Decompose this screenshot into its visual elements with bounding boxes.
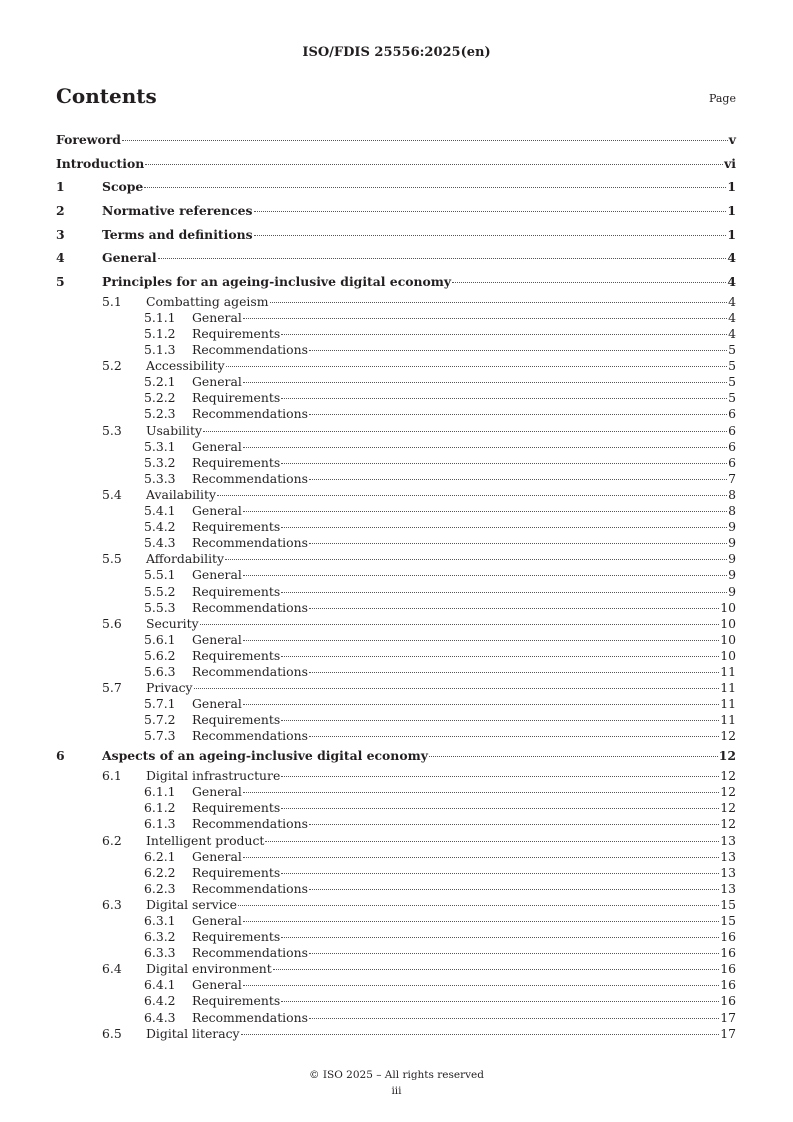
toc-entry-title: Accessibility	[146, 358, 225, 374]
toc-entry[interactable]	[56, 768, 736, 784]
toc-entry-page: 10	[720, 647, 736, 663]
toc-entry-number: 5.5.1	[144, 567, 176, 583]
toc-entry-number: 5.3	[102, 422, 122, 438]
toc-entry-number: 5.4.1	[144, 503, 176, 519]
toc-entry-page: 6	[728, 406, 736, 422]
toc-dot-leader	[309, 414, 727, 415]
toc-entry[interactable]	[56, 648, 736, 664]
toc-entry-page: 16	[720, 945, 736, 961]
toc-dot-leader	[225, 559, 727, 560]
toc-entry-title: Requirements	[192, 583, 281, 599]
toc-dot-leader	[309, 608, 719, 609]
toc-entry-number: 6.4.2	[144, 993, 176, 1009]
toc-entry-page: 4	[728, 309, 736, 325]
toc-entry-title: General	[192, 567, 242, 583]
toc-entry-number: 5.1.3	[144, 342, 176, 358]
toc-entry-number: 5.2	[102, 358, 122, 374]
toc-entry-number: 6.3.1	[144, 912, 176, 928]
toc-entry[interactable]	[56, 977, 736, 993]
toc-entry-title: Affordability	[146, 551, 225, 567]
toc-entry-number: 5.6.1	[144, 631, 176, 647]
toc-entry-number: 5.5.3	[144, 599, 176, 615]
toc-entry-number: 5.7.2	[144, 712, 176, 728]
toc-entry[interactable]	[56, 897, 736, 913]
page-column-label: Page	[708, 92, 736, 105]
toc-entry-number: 5.4	[102, 486, 122, 502]
toc-entry[interactable]	[56, 929, 736, 945]
toc-entry-page: 1	[727, 226, 736, 242]
toc-entry-page: 4	[727, 274, 736, 290]
toc-entry[interactable]	[56, 374, 736, 390]
toc-entry-title: Digital service	[146, 896, 237, 912]
toc-entry-number: 6.4.3	[144, 1009, 176, 1025]
toc-entry-title: Recommendations	[192, 470, 308, 486]
toc-entry-title: Requirements	[192, 864, 281, 880]
page-footer	[0, 1067, 793, 1099]
toc-entry-title: Recommendations	[192, 945, 308, 961]
toc-entry[interactable]	[56, 632, 736, 648]
toc-dot-leader	[203, 431, 727, 432]
toc-dot-leader	[281, 398, 727, 399]
page-number: iii	[391, 1085, 402, 1097]
toc-entry-title: General	[192, 912, 242, 928]
toc-entry[interactable]	[56, 270, 736, 294]
toc-entry-page: 6	[728, 438, 736, 454]
toc-entry-page: 4	[727, 250, 736, 266]
toc-entry-page: 9	[728, 519, 736, 535]
toc-entry-page: 8	[728, 503, 736, 519]
toc-entry-page: 1	[727, 203, 736, 219]
toc-entry-title: Recommendations	[192, 406, 308, 422]
toc-entry-page: 12	[720, 728, 736, 744]
toc-entry-number: 6.4.1	[144, 977, 176, 993]
contents-title: Contents	[56, 84, 157, 108]
toc-entry-page: 5	[728, 374, 736, 390]
toc-entry[interactable]	[56, 600, 736, 616]
toc-entry[interactable]	[56, 246, 736, 270]
toc-dot-leader	[281, 808, 719, 809]
toc-entry-title: Recommendations	[192, 663, 308, 679]
toc-entry-number: 5.3.3	[144, 470, 176, 486]
toc-dot-leader	[243, 511, 727, 512]
toc-entry-page: 10	[720, 599, 736, 615]
toc-dot-leader	[243, 318, 727, 319]
toc-dot-leader	[226, 366, 727, 367]
toc-entry[interactable]	[56, 584, 736, 600]
toc-entry-number: 5.1.2	[144, 326, 176, 341]
toc-entry-number: 6	[56, 748, 65, 764]
toc-dot-leader	[309, 350, 727, 351]
toc-entry-page: 9	[728, 567, 736, 583]
toc-dot-leader	[254, 235, 727, 236]
toc-entry-number: 5.4.3	[144, 535, 176, 551]
toc-entry[interactable]	[56, 961, 736, 977]
toc-dot-leader	[243, 640, 719, 641]
toc-entry-number: 5.7.3	[144, 728, 176, 744]
toc-entry[interactable]	[56, 567, 736, 583]
toc-entry[interactable]	[56, 487, 736, 503]
toc-dot-leader	[452, 282, 726, 283]
toc-entry-title: General	[192, 696, 242, 712]
toc-dot-leader	[281, 1001, 719, 1002]
toc-entry-title: Recommendations	[192, 342, 308, 358]
toc-dot-leader	[281, 776, 719, 777]
toc-dot-leader	[281, 334, 727, 335]
toc-dot-leader	[281, 937, 719, 938]
toc-entry-number: 5.3.2	[144, 454, 176, 470]
toc-entry-page: 9	[728, 551, 736, 567]
toc-entry-number: 5.5.2	[144, 583, 176, 599]
toc-entry[interactable]	[56, 175, 736, 199]
toc-entry-title: Recommendations	[192, 599, 308, 615]
toc-entry-number: 5.3.1	[144, 438, 176, 454]
toc-dot-leader	[243, 447, 727, 448]
toc-entry-number: 5.7.1	[144, 696, 176, 712]
toc-entry[interactable]	[56, 423, 736, 439]
toc-dot-leader	[122, 140, 728, 141]
toc-entry[interactable]	[56, 993, 736, 1009]
toc-entry-number: 5.5	[102, 551, 122, 567]
toc-entry-number: 3	[56, 226, 65, 242]
toc-dot-leader	[243, 792, 719, 793]
toc-entry-title: Requirements	[192, 326, 281, 341]
toc-dot-leader	[243, 382, 727, 383]
toc-entry[interactable]	[56, 439, 736, 455]
toc-entry[interactable]	[56, 784, 736, 800]
toc-dot-leader	[243, 575, 727, 576]
toc-entry-number: 6.2	[102, 832, 122, 848]
toc-entry[interactable]	[56, 945, 736, 961]
toc-entry[interactable]	[56, 800, 736, 816]
toc-entry[interactable]	[56, 680, 736, 696]
toc-entry-number: 6.2.1	[144, 848, 176, 864]
toc-entry-title: Normative references	[102, 203, 253, 219]
toc-entry-title: Availability	[146, 486, 216, 502]
toc-entry-number: 5.2.3	[144, 406, 176, 422]
toc-entry-number: 5.1.1	[144, 309, 176, 325]
toc-entry-page: 9	[728, 535, 736, 551]
toc-entry-number: 6.2.2	[144, 864, 176, 880]
toc-entry-page: 5	[728, 342, 736, 358]
toc-entry-title: Requirements	[192, 800, 281, 816]
toc-entry[interactable]	[56, 471, 736, 487]
toc-entry-page: 6	[728, 454, 736, 470]
toc-entry-title: Recommendations	[192, 535, 308, 551]
toc-entry-title: Recommendations	[192, 728, 308, 744]
toc-entry-number: 1	[56, 179, 65, 195]
toc-entry-page: 11	[720, 680, 736, 696]
toc-entry-title: General	[192, 438, 242, 454]
toc-dot-leader	[281, 527, 727, 528]
toc-entry[interactable]	[56, 849, 736, 865]
toc-entry-page: 13	[720, 864, 736, 880]
toc-entry[interactable]	[56, 455, 736, 471]
toc-dot-leader	[273, 969, 719, 970]
toc-entry-page: 12	[718, 748, 736, 764]
toc-dot-leader	[309, 824, 719, 825]
toc-entry-title: Security	[146, 615, 199, 631]
toc-entry-number: 6.3.2	[144, 929, 176, 945]
toc-entry-page: 9	[728, 583, 736, 599]
toc-entry-page: 17	[720, 1025, 736, 1041]
toc-dot-leader	[309, 1018, 719, 1019]
toc-entry-number: 6.3.3	[144, 945, 176, 961]
toc-entry-title: Introduction	[56, 155, 145, 171]
toc-dot-leader	[281, 592, 727, 593]
toc-entry-title: Digital environment	[146, 961, 272, 977]
toc-entry-page: 6	[728, 422, 736, 438]
toc-entry-page: 13	[720, 880, 736, 896]
toc-entry-page: 15	[720, 896, 736, 912]
toc-entry[interactable]	[56, 294, 736, 310]
toc-entry-number: 6.1	[102, 768, 122, 784]
toc-entry-page: v	[728, 132, 736, 147]
toc-entry[interactable]	[56, 358, 736, 374]
toc-entry-title: General	[192, 977, 242, 993]
toc-dot-leader	[241, 1034, 720, 1035]
toc-entry-page: 11	[720, 696, 736, 712]
toc-dot-leader	[281, 873, 719, 874]
toc-entry-number: 6.3	[102, 896, 122, 912]
toc-dot-leader	[243, 857, 719, 858]
toc-entry[interactable]	[56, 390, 736, 406]
toc-entry-title: Foreword	[56, 132, 121, 147]
toc-entry-title: Requirements	[192, 929, 281, 945]
toc-entry[interactable]	[56, 128, 736, 152]
toc-dot-leader	[254, 211, 727, 212]
table-of-contents	[56, 128, 736, 1042]
toc-entry-title: Privacy	[146, 680, 193, 696]
toc-entry-number: 5.4.2	[144, 519, 176, 535]
toc-entry-page: 12	[720, 816, 736, 832]
toc-entry-page: 7	[728, 470, 736, 486]
toc-entry-page: 4	[728, 326, 736, 341]
toc-entry-title: General	[192, 309, 242, 325]
toc-entry[interactable]	[56, 881, 736, 897]
toc-dot-leader	[145, 164, 723, 165]
toc-entry[interactable]	[56, 616, 736, 632]
toc-entry-number: 5.7	[102, 680, 122, 696]
toc-entry[interactable]	[56, 199, 736, 223]
toc-entry-page: 17	[720, 1009, 736, 1025]
toc-entry-page: 16	[720, 977, 736, 993]
toc-dot-leader	[270, 302, 728, 303]
toc-entry-number: 6.1.3	[144, 816, 176, 832]
toc-dot-leader	[309, 736, 719, 737]
toc-entry-title: Recommendations	[192, 880, 308, 896]
toc-entry-number: 6.1.2	[144, 800, 176, 816]
toc-entry[interactable]	[56, 551, 736, 567]
toc-entry[interactable]	[56, 1026, 736, 1042]
toc-entry-title: Requirements	[192, 390, 281, 406]
toc-entry[interactable]	[56, 865, 736, 881]
toc-dot-leader	[200, 624, 720, 625]
toc-entry-page: 10	[720, 615, 736, 631]
toc-entry-page: 16	[720, 993, 736, 1009]
toc-entry-page: 4	[728, 293, 736, 309]
toc-entry-number: 5.6	[102, 615, 122, 631]
toc-entry-title: Intelligent product	[146, 832, 265, 848]
toc-entry-title: General	[192, 503, 242, 519]
toc-entry-number: 5.2.2	[144, 390, 176, 406]
toc-entry-number: 5.6.2	[144, 647, 176, 663]
toc-dot-leader	[158, 258, 727, 259]
toc-dot-leader	[281, 720, 719, 721]
toc-entry-page: 10	[720, 631, 736, 647]
toc-entry[interactable]	[56, 728, 736, 744]
toc-dot-leader	[243, 704, 719, 705]
toc-entry-page: 5	[728, 358, 736, 374]
toc-entry-title: General	[192, 848, 242, 864]
toc-entry[interactable]	[56, 664, 736, 680]
toc-entry[interactable]	[56, 816, 736, 832]
toc-entry-number: 5	[56, 274, 65, 290]
toc-entry-title: General	[192, 374, 242, 390]
toc-dot-leader	[238, 905, 719, 906]
toc-entry[interactable]	[56, 223, 736, 247]
toc-entry[interactable]	[56, 535, 736, 551]
toc-entry-title: Aspects of an ageing-inclusive digital economy	[102, 748, 428, 764]
toc-entry-page: 12	[720, 800, 736, 816]
toc-entry-number: 4	[56, 250, 65, 266]
toc-entry-title: General	[102, 250, 157, 266]
toc-entry-title: Principles for an ageing-inclusive digital economy	[102, 274, 452, 290]
toc-entry-page: 11	[720, 712, 736, 728]
toc-entry-title: Requirements	[192, 647, 281, 663]
toc-entry-page: 16	[720, 929, 736, 945]
toc-entry-number: 5.6.3	[144, 663, 176, 679]
toc-entry-title: Recommendations	[192, 1009, 308, 1025]
toc-entry-page: 1	[727, 179, 736, 195]
toc-dot-leader	[309, 479, 727, 480]
toc-entry-number: 6.5	[102, 1025, 122, 1041]
toc-entry[interactable]	[56, 503, 736, 519]
toc-dot-leader	[429, 756, 718, 757]
toc-entry[interactable]	[56, 744, 736, 768]
toc-entry-page: 13	[720, 832, 736, 848]
toc-dot-leader	[243, 985, 719, 986]
toc-entry-title: General	[192, 784, 242, 800]
toc-entry[interactable]	[56, 310, 736, 326]
toc-dot-leader	[217, 495, 727, 496]
toc-entry-page: 12	[720, 768, 736, 784]
toc-entry-title: Combatting ageism	[146, 293, 269, 309]
toc-entry[interactable]	[56, 1010, 736, 1026]
toc-dot-leader	[309, 543, 727, 544]
toc-dot-leader	[281, 656, 719, 657]
toc-entry-page: vi	[724, 155, 736, 171]
toc-entry-number: 6.2.3	[144, 880, 176, 896]
toc-entry[interactable]	[56, 406, 736, 422]
toc-entry[interactable]	[56, 519, 736, 535]
toc-dot-leader	[194, 688, 720, 689]
toc-entry-title: Requirements	[192, 993, 281, 1009]
toc-entry[interactable]	[56, 696, 736, 712]
toc-entry-title: Requirements	[192, 454, 281, 470]
toc-entry-title: General	[192, 631, 242, 647]
toc-entry-title: Scope	[102, 179, 144, 195]
toc-entry[interactable]	[56, 342, 736, 358]
toc-dot-leader	[309, 953, 719, 954]
copyright-notice: © ISO 2025 – All rights reserved	[309, 1069, 484, 1081]
toc-dot-leader	[281, 463, 727, 464]
toc-entry[interactable]	[56, 712, 736, 728]
toc-entry-title: Recommendations	[192, 816, 308, 832]
toc-entry-title: Usability	[146, 422, 202, 438]
toc-entry-page: 11	[720, 663, 736, 679]
toc-entry-number: 5.2.1	[144, 374, 176, 390]
toc-dot-leader	[309, 672, 719, 673]
toc-entry[interactable]	[56, 152, 736, 176]
toc-entry-number: 6.4	[102, 961, 122, 977]
toc-dot-leader	[309, 889, 719, 890]
toc-entry[interactable]	[56, 833, 736, 849]
toc-entry-page: 16	[720, 961, 736, 977]
toc-entry-page: 15	[720, 912, 736, 928]
toc-entry-number: 2	[56, 203, 65, 219]
document-header: ISO/FDIS 25556:2025(en)	[302, 45, 491, 60]
toc-entry-title: Terms and definitions	[102, 226, 253, 242]
toc-entry-page: 8	[728, 486, 736, 502]
toc-entry[interactable]	[56, 326, 736, 342]
toc-entry[interactable]	[56, 913, 736, 929]
toc-dot-leader	[243, 921, 719, 922]
toc-entry-title: Requirements	[192, 519, 281, 535]
toc-dot-leader	[144, 187, 726, 188]
toc-entry-page: 5	[728, 390, 736, 406]
toc-entry-number: 6.1.1	[144, 784, 176, 800]
toc-entry-title: Digital literacy	[146, 1025, 240, 1041]
toc-entry-number: 5.1	[102, 293, 122, 309]
toc-entry-title: Requirements	[192, 712, 281, 728]
toc-dot-leader	[265, 841, 719, 842]
toc-entry-title: Digital infrastructure	[146, 768, 281, 784]
toc-entry-page: 12	[720, 784, 736, 800]
toc-entry-page: 13	[720, 848, 736, 864]
